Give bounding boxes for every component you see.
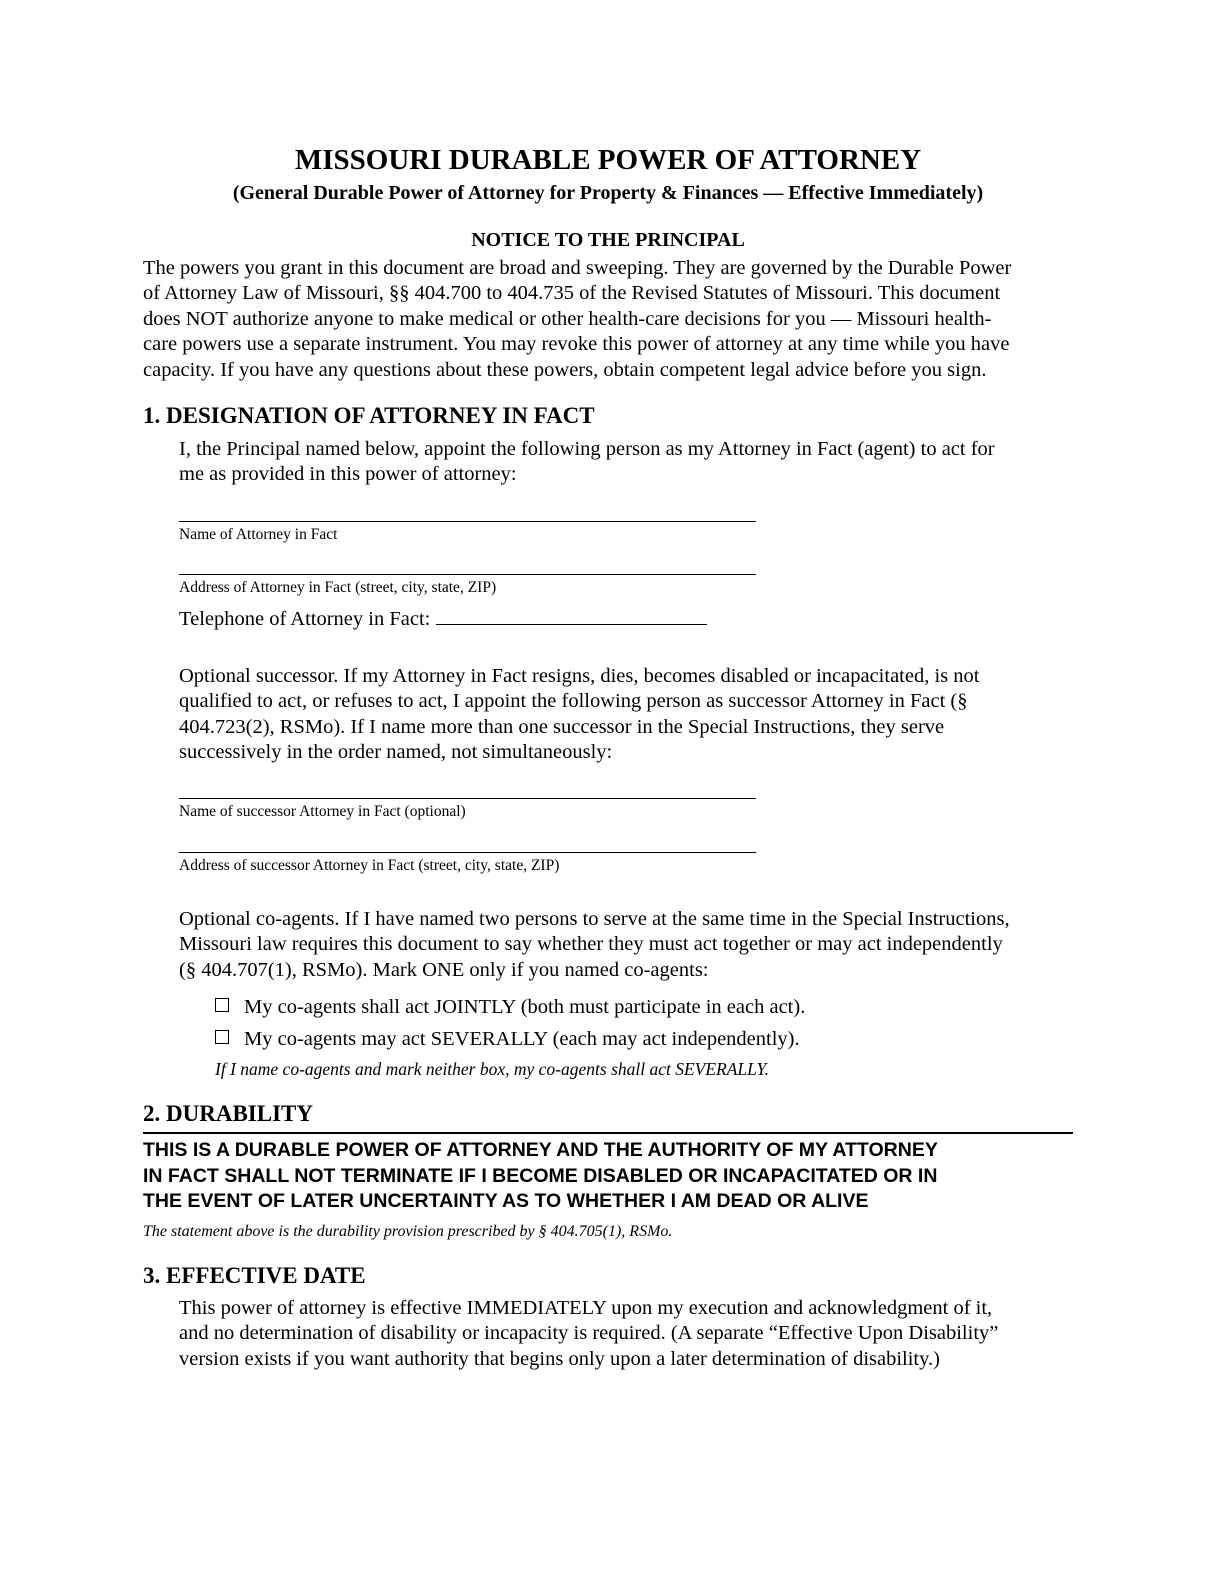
intro-line: I, the Principal named below, appoint the following person as my Attorney in Fact (agent) to act for (179, 438, 995, 460)
notice-line: The powers you grant in this document are broad and sweeping. They are governed by the Durable Power (143, 257, 1012, 279)
notice-line: of Attorney Law of Missouri, §§ 404.700 to 404.735 of the Revised Statutes of Missouri. This document (143, 282, 1001, 305)
coagent-line: (§ 404.707(1), RSMo). Mark ONE only if you named co-agents: (179, 958, 709, 981)
section-1-heading: 1. DESIGNATION OF ATTORNEY IN FACT (143, 403, 595, 428)
severally-checkbox[interactable] (215, 1030, 229, 1044)
attorney-phone-field[interactable] (436, 606, 707, 625)
notice-line: care powers use a separate instrument. You may revoke this power of attorney at any time while you have (143, 333, 1010, 356)
attorney-phone-row (179, 606, 707, 632)
section-1-intro (179, 437, 1079, 488)
notice-line: does NOT authorize anyone to make medical or other health-care decisions for you — Missouri health- (143, 307, 992, 330)
successor-name-caption: Name of successor Attorney in Fact (optional) (179, 803, 466, 820)
attorney-address-caption: Address of Attorney in Fact (street, city, state, ZIP) (179, 579, 497, 596)
intro-line: me as provided in this power of attorney: (179, 463, 517, 486)
section-2-divider (143, 1132, 1073, 1134)
notice-line: capacity. If you have any questions about these powers, obtain competent legal advice before you sign. (143, 358, 987, 381)
durability-line: THIS IS A DURABLE POWER OF ATTORNEY AND THE AUTHORITY OF MY ATTORNEY (143, 1139, 938, 1161)
section-3-heading: 3. EFFECTIVE DATE (143, 1263, 366, 1288)
effective-line: version exists if you want authority that begins only upon a later determination of disability.) (179, 1347, 941, 1370)
effective-line: This power of attorney is effective IMMEDIATELY upon my execution and acknowledgment of it, (179, 1297, 993, 1319)
attorney-name-field[interactable] (179, 521, 756, 522)
durability-note: The statement above is the durability provision prescribed by § 404.705(1), RSMo. (143, 1223, 673, 1240)
option-severally-label: My co-agents may act SEVERALLY (each may act independently). (244, 1028, 800, 1050)
jointly-checkbox[interactable] (215, 998, 229, 1012)
successor-line: Optional successor. If my Attorney in Fact resigns, dies, becomes disabled or incapacitated, is not (179, 665, 980, 687)
successor-name-field[interactable] (179, 798, 756, 799)
section-2-heading: 2. DURABILITY (143, 1101, 313, 1126)
coagent-default-note: If I name co-agents and mark neither box, my co-agents shall act SEVERALLY. (215, 1059, 770, 1079)
coagent-line: Optional co-agents. If I have named two persons to serve at the same time in the Special Instructions, (179, 908, 1010, 930)
successor-line: successively in the order named, not simultaneously: (179, 741, 613, 764)
attorney-phone-label: Telephone of Attorney in Fact: (179, 608, 431, 630)
successor-line: 404.723(2), RSMo). If I name more than one successor in the Special Instructions, they serve (179, 715, 945, 738)
successor-paragraph (179, 664, 1079, 766)
option-jointly-label: My co-agents shall act JOINTLY (both must participate in each act). (244, 996, 806, 1018)
durability-line: THE EVENT OF LATER UNCERTAINTY AS TO WHETHER I AM DEAD OR ALIVE (143, 1190, 869, 1212)
successor-address-field[interactable] (179, 852, 756, 853)
durability-line: IN FACT SHALL NOT TERMINATE IF I BECOME DISABLED OR INCAPACITATED OR IN (143, 1164, 938, 1187)
notice-heading: NOTICE TO THE PRINCIPAL (471, 229, 745, 251)
durability-statement (143, 1138, 1073, 1215)
coagent-line: Missouri law requires this document to say whether they must act together or may act independently (179, 933, 1003, 956)
document-subtitle: (General Durable Power of Attorney for Property & Finances — Effective Immediately) (232, 182, 984, 204)
effective-line: and no determination of disability or incapacity is required. (A separate “Effective Upon Disability” (179, 1322, 999, 1345)
document-title: MISSOURI DURABLE POWER OF ATTORNEY (294, 144, 922, 176)
successor-address-caption: Address of successor Attorney in Fact (street, city, state, ZIP) (179, 857, 560, 874)
attorney-address-field[interactable] (179, 574, 756, 575)
successor-line: qualified to act, or refuses to act, I appoint the following person as successor Attorney in Fact (§ (179, 690, 968, 713)
effective-date-paragraph (179, 1296, 1079, 1372)
option-severally-row[interactable] (215, 1026, 800, 1052)
notice-paragraph (143, 256, 1073, 383)
option-jointly-row[interactable] (215, 994, 805, 1020)
coagent-paragraph (179, 907, 1079, 983)
attorney-name-caption: Name of Attorney in Fact (179, 526, 338, 543)
